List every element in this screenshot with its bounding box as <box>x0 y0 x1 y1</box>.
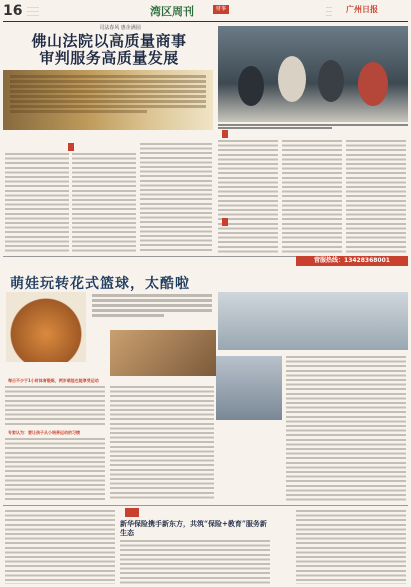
section-name: 湾区周刊 <box>150 5 194 18</box>
basketball-photo-3 <box>218 292 408 350</box>
masthead-meta: ———— ———— ———— <box>27 5 39 17</box>
masthead <box>0 0 411 22</box>
basketball-column-3 <box>286 356 406 501</box>
bottom-column-2 <box>120 540 270 584</box>
column-2 <box>72 153 136 253</box>
bottom-headline: 新华保险携手新东方，共筑“保险+教育”服务新生态 <box>120 519 267 537</box>
top-photo-caption <box>218 123 408 130</box>
column-4 <box>218 140 278 253</box>
hotline-banner: 营服热线：13428368001 <box>296 256 408 266</box>
basketball-kids-photo <box>6 292 86 362</box>
basketball-lede <box>92 292 212 319</box>
subhead-1 <box>68 143 74 151</box>
subhead-2 <box>222 130 228 138</box>
issue-date: —— —— —— <box>326 5 332 17</box>
basketball-photo-4 <box>216 356 282 420</box>
section-tag: 财事 <box>213 5 229 14</box>
basketball-subhead-2: 专家认为：要让孩子从小培养运动的习惯 <box>8 430 80 435</box>
basketball-headline: 萌娃玩转花式篮球，太酷啦 <box>10 276 190 292</box>
story-kicker: 司法春风 惠企满园 <box>99 25 141 31</box>
column-5 <box>282 140 342 253</box>
bottom-column-3 <box>296 510 406 584</box>
page-number: 16 <box>3 3 23 19</box>
bottom-column-1 <box>5 510 115 584</box>
top-photo <box>218 26 408 122</box>
subhead-3 <box>222 218 228 226</box>
basketball-subhead-1: 每日不少于1小时体育锻炼，两岁萌娃也能享受运动 <box>8 378 99 383</box>
column-1 <box>5 153 69 253</box>
column-3 <box>140 143 212 253</box>
basketball-column-1 <box>5 386 105 426</box>
insurer-logo <box>125 508 139 517</box>
basketball-column-4 <box>5 438 105 502</box>
headline-line-2: 审判服务高质量发展 <box>39 49 179 67</box>
story-lede <box>10 73 206 115</box>
basketball-photo-2 <box>110 330 216 376</box>
headline-line-1: 佛山法院以高质量商事 <box>31 32 187 50</box>
basketball-column-2 <box>110 386 214 501</box>
bottom-divider <box>3 505 408 506</box>
story-headline <box>4 33 214 67</box>
masthead-rule <box>3 21 408 22</box>
column-6 <box>346 140 406 253</box>
newspaper-logo: 广州日报 <box>346 4 378 14</box>
